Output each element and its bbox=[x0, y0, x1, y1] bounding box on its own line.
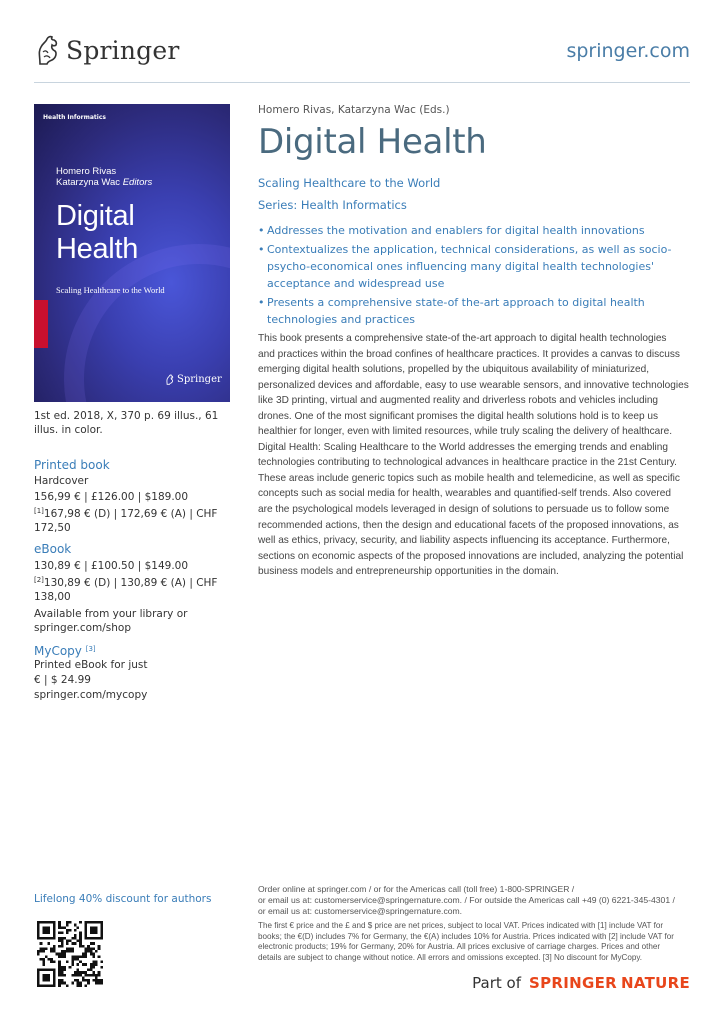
description-line: healthier for longer, even with limited resources, while truly scaling the delivery of healthcare. bbox=[258, 426, 673, 438]
cover-subtitle: Scaling Healthcare to the World bbox=[56, 285, 165, 295]
cover-title-line-1: Digital bbox=[56, 200, 135, 232]
availability-note: Available from your library or springer.com/shop bbox=[34, 608, 188, 634]
order-line: or email us at: customerservice@springernature.com. bbox=[258, 906, 463, 916]
ebook-heading: eBook bbox=[34, 542, 72, 556]
feature-item: • Contextualizes the application, technical considerations, as well as socio-psycho-economical ones influencing many digital health technologies' acceptance and widespread use bbox=[258, 241, 694, 292]
brand-name: Springer bbox=[66, 35, 180, 65]
mycopy-heading: MyCopy [3] bbox=[34, 644, 96, 658]
cover-red-bar bbox=[34, 300, 48, 348]
book-description bbox=[258, 331, 694, 580]
description-line: concepts such as social media for health, wearables and quantified-self trends. Also covered bbox=[258, 488, 671, 500]
printed-book-price: 156,99 € | £126.00 | $189.00 bbox=[34, 491, 189, 503]
order-info bbox=[258, 884, 698, 917]
cover-publisher: Springer bbox=[165, 374, 222, 385]
part-of-label: Part of bbox=[472, 974, 521, 992]
springer-nature-badge[interactable] bbox=[472, 973, 690, 992]
printed-book-price-vat: [1]167,98 € (D) | 172,69 € (A) | CHF 172,50 bbox=[34, 507, 218, 534]
mycopy-price: € | $ 24.99 bbox=[34, 674, 91, 686]
springer-horse-icon bbox=[165, 374, 174, 385]
description-line: This book presents a comprehensive state-of the-art approach to digital health technologies bbox=[258, 333, 667, 344]
qr-code-icon[interactable] bbox=[37, 921, 103, 987]
description-line: business models and entrepreneurship opportunities in the domain. bbox=[258, 566, 559, 578]
disclaimer-line: The first € price and the £ and $ price are net prices, subject to local VAT. Prices indicated with [1] include VAT for bbox=[258, 921, 664, 930]
book-cover bbox=[34, 104, 230, 402]
disclaimer-line: electronic products; 19% for Germany, 20% for Austria. All prices exclusive of carriage charges. Prices and other bbox=[258, 942, 661, 952]
description-line: like 3D printing, virtual and augmented reality and driverless robots and vehicles including bbox=[258, 395, 659, 407]
description-line: These areas include generic topics such as mobile health and telemedicine, as well as specific bbox=[258, 472, 680, 484]
cover-editors-label: Editors bbox=[122, 177, 153, 188]
cover-title-line-2: Health bbox=[56, 233, 139, 265]
book-series: Series: Health Informatics bbox=[258, 198, 407, 212]
description-line: are the psychological models leveraged in design of solutions to persuade us to follow some bbox=[258, 504, 670, 516]
springer-horse-icon bbox=[34, 34, 60, 66]
disclaimer-line: details are subject to change without notice. All errors and omissions excepted. [3] No discount for MyCopy. bbox=[258, 952, 643, 962]
printed-book-heading: Printed book bbox=[34, 458, 110, 472]
description-line: and practices within the broad confines of healthcare practices. It provides a canvas to discuss bbox=[258, 348, 680, 360]
mycopy-link[interactable]: springer.com/mycopy bbox=[34, 689, 148, 701]
springer-logo[interactable] bbox=[34, 30, 180, 70]
header-divider bbox=[34, 82, 690, 83]
price-disclaimer bbox=[258, 921, 698, 963]
mycopy-line-1: Printed eBook for just bbox=[34, 659, 148, 671]
edition-info: 1st ed. 2018, X, 370 p. 69 illus., 61 illus. in color. bbox=[34, 410, 219, 436]
order-line: Order online at springer.com / or for the Americas call (toll free) 1-800-SPRINGER / bbox=[258, 884, 575, 894]
cover-title bbox=[56, 200, 138, 266]
description-line: personalized devices and affordable, easy to use wearable sensors, and innovative technologies bbox=[258, 379, 689, 391]
feature-item: • Addresses the motivation and enablers for digital health innovations bbox=[258, 222, 694, 239]
site-link[interactable]: springer.com bbox=[566, 40, 690, 62]
book-title: Digital Health bbox=[258, 122, 487, 162]
description-line: technologies contributing to technological advances in healthcare practice in the 21st Century. bbox=[258, 457, 677, 469]
disclaimer-line: books; the €(D) includes 7% for Germany, the €(A) includes 10% for Austria. Prices indicated with [2] include VAT for bbox=[258, 931, 674, 941]
order-line: or email us at: customerservice@springernature.com. / For outside the Americas call +49 (0) 6221-345-4301 / bbox=[258, 895, 675, 905]
ebook-price-vat: [2]130,89 € (D) | 130,89 € (A) | CHF 138,00 bbox=[34, 576, 218, 603]
description-line: Digital Health: Scaling Healthcare to the World addresses the emerging trends and enabling bbox=[258, 441, 668, 453]
description-line: recommended actions, then the design and educational facets of the proposed innovations, as bbox=[258, 519, 679, 531]
author-discount-note: Lifelong 40% discount for authors bbox=[34, 893, 212, 905]
springer-nature-logo: SPRINGER NATURE bbox=[528, 974, 690, 992]
feature-item: • Presents a comprehensive state-of the-art approach to digital health technologies and practices bbox=[258, 294, 694, 328]
description-line: sections on economic aspects of the proposed innovations are included, analyzing the potential bbox=[258, 550, 684, 562]
printed-book-format: Hardcover bbox=[34, 475, 89, 487]
description-line: well as ethics, privacy, security, and liability aspects influencing its acceptance. Furthermore, bbox=[258, 535, 670, 547]
cover-series: Health Informatics bbox=[43, 114, 106, 121]
cover-authors bbox=[56, 166, 152, 188]
book-subtitle: Scaling Healthcare to the World bbox=[258, 176, 441, 190]
cover-author-2: Katarzyna Wac Editors bbox=[56, 177, 153, 188]
feature-list bbox=[258, 222, 694, 330]
book-editors: Homero Rivas, Katarzyna Wac (Eds.) bbox=[258, 104, 450, 116]
cover-author-1: Homero Rivas bbox=[56, 166, 117, 177]
ebook-price: 130,89 € | £100.50 | $149.00 bbox=[34, 560, 189, 572]
description-line: emerging digital health solutions, propelled by the ubiquitous availability of miniaturized, bbox=[258, 364, 650, 376]
description-line: drones. One of the most significant promises the digital health solutions hold is to keep us bbox=[258, 410, 659, 422]
